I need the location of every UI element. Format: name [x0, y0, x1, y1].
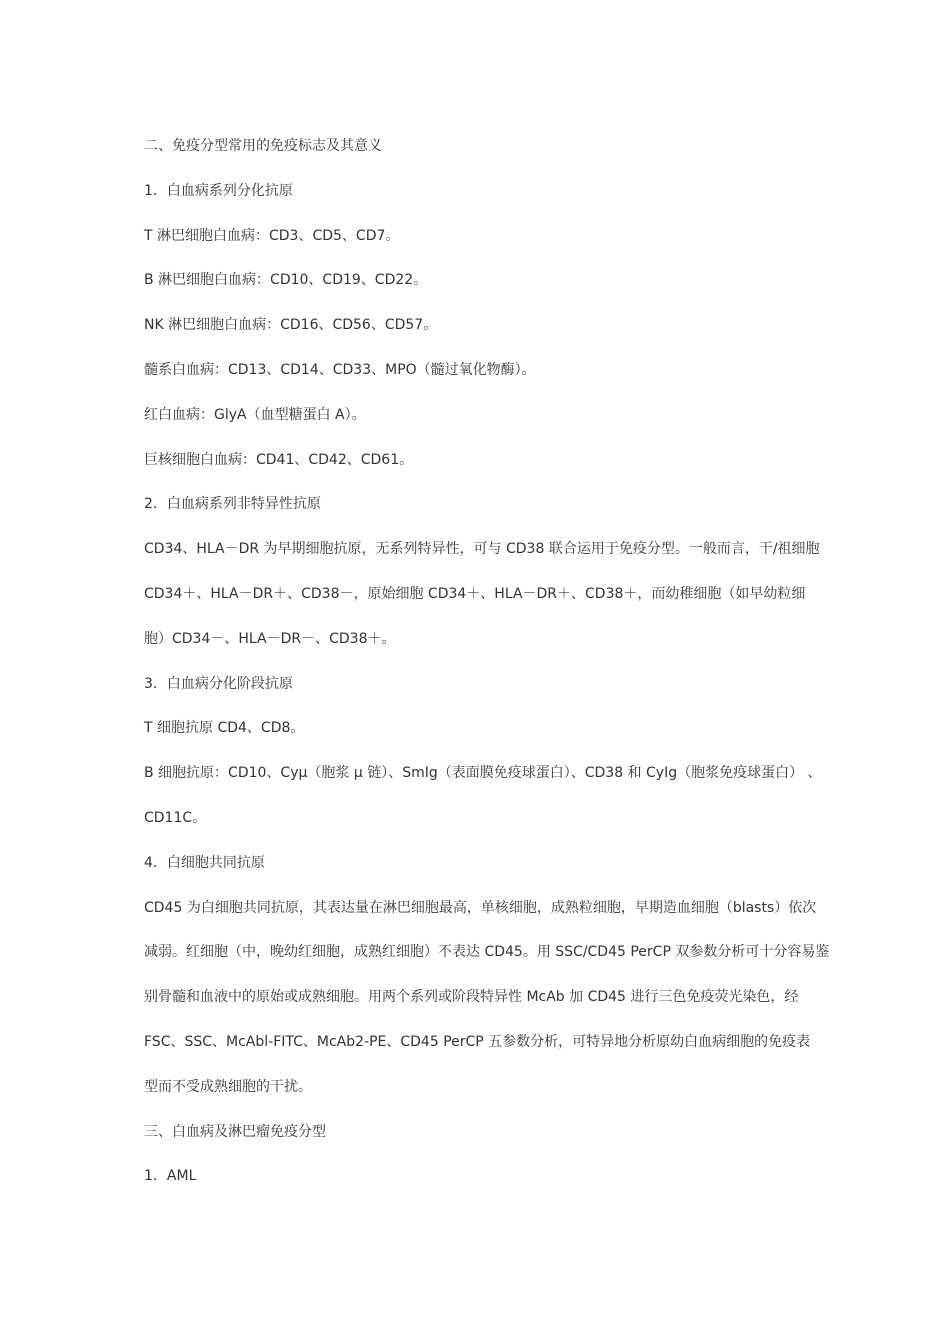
- paragraph-line: B 细胞抗原：CD10、Cyμ（胞浆 μ 链）、SmIg（表面膜免疫球蛋白）、CD38 和 CyIg（胞浆免疫球蛋白） 、: [144, 765, 822, 782]
- paragraph-line: 型而不受成熟细胞的干扰。: [144, 1078, 312, 1095]
- subsection-heading: 4．白细胞共同抗原: [144, 854, 265, 871]
- section-heading: 二、免疫分型常用的免疫标志及其意义: [144, 138, 382, 154]
- paragraph-line: CD45 为白细胞共同抗原，其表达量在淋巴细胞最高，单核细胞，成熟粒细胞，早期造血细胞（blasts）依次: [144, 899, 817, 916]
- paragraph-line: 胞）CD34－、HLA－DR－、CD38＋。: [144, 630, 396, 647]
- paragraph-line: 减弱。红细胞（中，晚幼红细胞，成熟红细胞）不表达 CD45。用 SSC/CD45 PerCP 双参数分析可十分容易鉴: [144, 944, 830, 961]
- text-line: 髓系白血病：CD13、CD14、CD33、MPO（髓过氧化物酶）。: [144, 361, 536, 378]
- paragraph-line: CD11C。: [144, 809, 207, 826]
- text-line: B 淋巴细胞白血病：CD10、CD19、CD22。: [144, 272, 428, 289]
- text-line: T 淋巴细胞白血病：CD3、CD5、CD7。: [144, 227, 400, 244]
- section-heading: 三、白血病及淋巴瘤免疫分型: [144, 1123, 326, 1140]
- subsection-heading: 1．白血病系列分化抗原: [144, 182, 293, 199]
- subsection-heading: 2．白血病系列非特异性抗原: [144, 496, 321, 513]
- subsection-heading: 3．白血病分化阶段抗原: [144, 675, 293, 692]
- paragraph-line: CD34＋、HLA－DR＋、CD38－，原始细胞 CD34＋、HLA－DR＋、CD38＋，而幼稚细胞（如早幼粒细: [144, 585, 806, 602]
- text-line: T 细胞抗原 CD4、CD8。: [144, 720, 305, 737]
- subsection-heading: 1．AML: [144, 1168, 197, 1185]
- text-line: NK 淋巴细胞白血病：CD16、CD56、CD57。: [144, 317, 438, 334]
- text-line: 红白血病：GlyA（血型糖蛋白 A）。: [144, 406, 366, 423]
- paragraph-line: FSC、SSC、McAbl-FITC、McAb2-PE、CD45 PerCP 五参数分析，可特异地分析原幼白血病细胞的免疫表: [144, 1033, 811, 1050]
- text-line: 巨核细胞白血病：CD41、CD42、CD61。: [144, 451, 414, 468]
- paragraph-line: CD34、HLA－DR 为早期细胞抗原，无系列特异性，可与 CD38 联合运用于免疫分型。一般而言，干/祖细胞: [144, 541, 820, 558]
- document-body: [144, 124, 830, 1199]
- paragraph-line: 别骨髓和血液中的原始或成熟细胞。用两个系列或阶段特异性 McAb 加 CD45 进行三色免疫荧光染色，经: [144, 989, 799, 1006]
